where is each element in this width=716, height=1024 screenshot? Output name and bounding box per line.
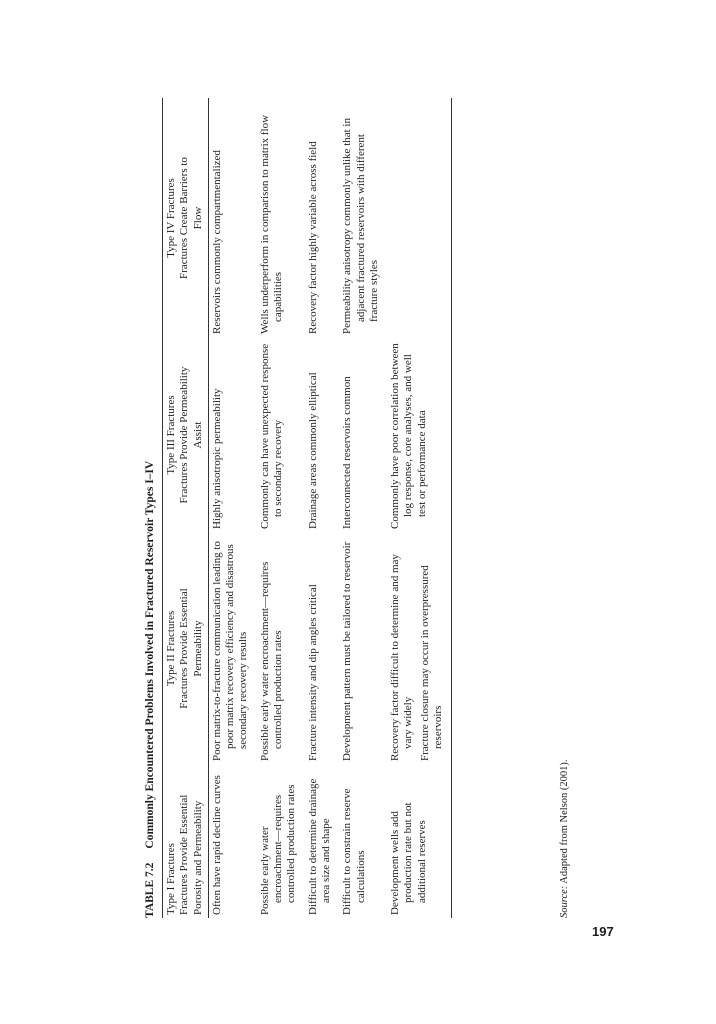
table-cell: Possible early water encroachment—requires controlled production rates xyxy=(258,561,285,761)
table-cell: Permeability anisotropy commonly unlike that in adjacent fractured reservoirs with different fracture styles xyxy=(341,118,380,334)
table-cell: Interconnected reservoirs common xyxy=(341,376,354,529)
source-label: Source: xyxy=(559,885,570,918)
table-cell: Commonly have poor correlation between log response, core analyses, and well test or performance data xyxy=(389,343,428,529)
table-row xyxy=(339,98,387,918)
table-cell: Often have rapid decline curves xyxy=(210,775,223,915)
table-cell: Difficult to constrain reserve calculations xyxy=(341,788,367,915)
table-header-row xyxy=(163,98,209,918)
table-row xyxy=(305,98,340,918)
header-type-iii: Type III Fractures Fractures Provide Permeability Assist xyxy=(165,366,204,504)
table-cell: Commonly can have unexpected response to secondary recovery xyxy=(258,343,285,529)
table-cell: Fracture intensity and dip angles critical xyxy=(306,584,319,761)
header-type-iv: Type IV Fractures Fractures Create Barriers to Flow xyxy=(165,157,204,279)
header-type-ii: Type II Fractures Fractures Provide Essential Permeability xyxy=(165,588,204,709)
table-cell: Development wells add production rate but not additional reserves xyxy=(389,802,428,915)
table-row xyxy=(387,98,452,918)
table-cell: Poor matrix-to-fracture communication leading to poor matrix recovery efficiency and disastrous secondary recovery results xyxy=(210,541,250,761)
fractured-reservoir-problems-table xyxy=(162,98,452,918)
source-text: Adapted from Nelson (2001). xyxy=(559,759,570,884)
table-row xyxy=(257,98,305,918)
table-cell-empty xyxy=(387,98,452,337)
table-number: TABLE 7.2 xyxy=(144,862,156,918)
table-caption xyxy=(143,98,157,918)
table-cell: Development pattern must be tailored to reservoir xyxy=(341,541,354,761)
table-cell: Drainage areas commonly elliptical xyxy=(306,372,319,529)
table-cell: Recovery factor difficult to determine and may vary widely Fracture closure may occur in overpressured reservoirs xyxy=(389,554,445,761)
table-cell: Highly anisotropic permeability xyxy=(210,388,223,529)
table-title: Commonly Encountered Problems Involved in Fractured Reservoir Types I–IV xyxy=(144,460,156,849)
table-cell: Difficult to determine drainage area size and shape xyxy=(306,778,332,915)
page-number: 197 xyxy=(592,924,614,939)
table-row xyxy=(208,98,256,918)
table-cell: Wells underperform in comparison to matrix flow capabilities xyxy=(258,114,285,334)
header-type-i: Type I Fractures Fractures Provide Essential Porosity and Permeability xyxy=(165,794,204,915)
table-source-note xyxy=(559,759,570,918)
table-cell: Recovery factor highly variable across field xyxy=(306,141,319,334)
rotated-table-page xyxy=(143,98,643,918)
table-cell: Reservoirs commonly compartmentalized xyxy=(210,150,223,334)
table-cell: Possible early water encroachment—requires controlled production rates xyxy=(258,784,298,915)
